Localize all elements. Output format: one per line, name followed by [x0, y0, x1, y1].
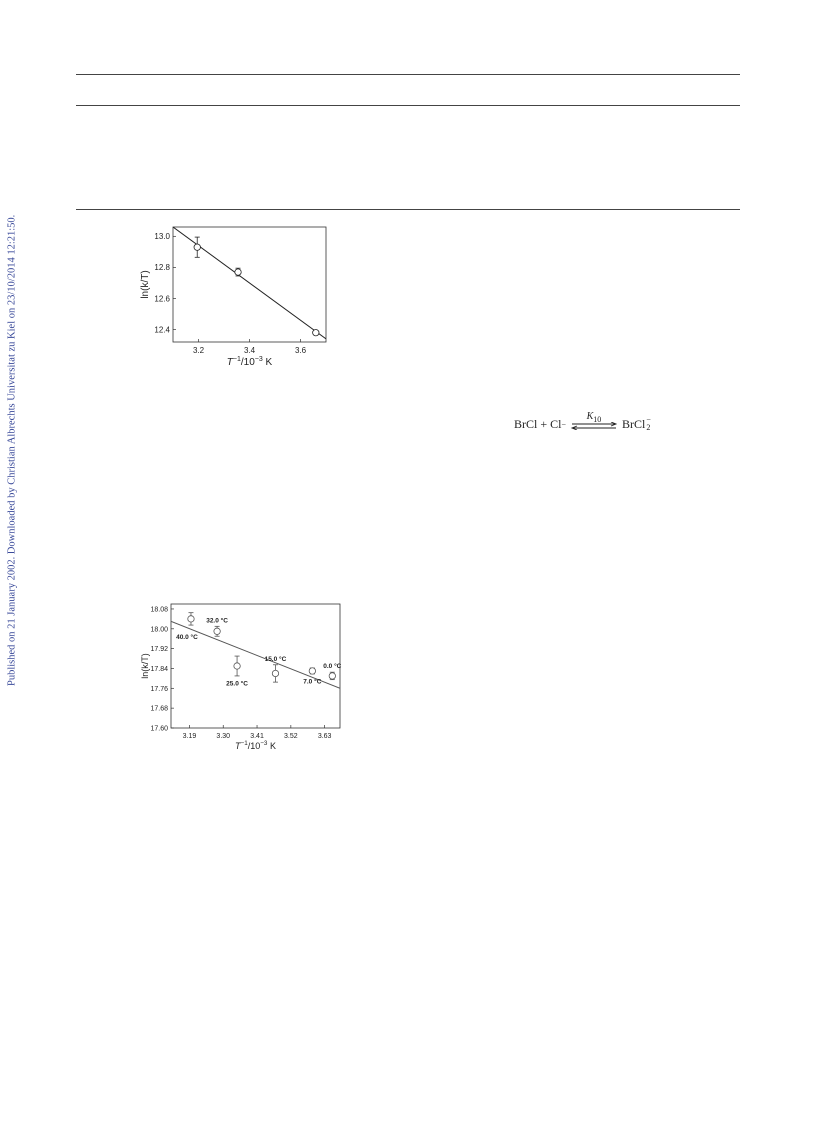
- y-tick-label: 18.00: [150, 626, 168, 634]
- x-tick-label: 3.4: [243, 346, 256, 355]
- x-axis-label-exp: −1: [240, 740, 248, 747]
- equation-rhs-charge: −: [646, 415, 651, 424]
- data-point: [235, 269, 241, 275]
- point-label: 15.0 °C: [264, 655, 287, 663]
- y-tick-label: 18.08: [150, 606, 168, 614]
- arrhenius-chart-2: [128, 598, 348, 758]
- y-tick-label: 17.84: [150, 665, 168, 673]
- y-tick-label: 17.60: [150, 725, 168, 733]
- publication-sidebar[interactable]: Published on 21 January 2002. Downloaded by Christian Albrechts Universitat zu Kiel on 23/10/2014 12:21:50.: [6, 214, 18, 686]
- equation-lhs: BrCl + Cl: [514, 416, 562, 431]
- x-tick-label: 3.19: [182, 733, 197, 740]
- x-axis-label-exp2: −3: [254, 356, 263, 363]
- header-rule-top: [76, 74, 740, 75]
- plot-frame: [171, 604, 340, 728]
- equilibrium-arrow: [570, 413, 618, 435]
- x-axis-label-unit: K: [267, 741, 276, 751]
- data-point: [234, 663, 240, 669]
- header-rule-middle: [76, 105, 740, 106]
- x-tick-label: 3.52: [284, 733, 298, 740]
- x-axis-label-exp: −1: [232, 356, 241, 363]
- x-axis-label-unit: K: [262, 357, 273, 368]
- data-point: [214, 628, 220, 634]
- x-axis-label-rest: /10: [247, 741, 261, 751]
- equation-rhs: BrCl: [621, 416, 646, 431]
- y-tick-label: 12.8: [154, 263, 170, 273]
- x-axis-label: [235, 740, 276, 751]
- equilibrium-constant-label: $K_{10}$: [586, 411, 602, 424]
- data-point: [313, 329, 319, 335]
- y-tick-label: 13.0: [154, 232, 170, 242]
- x-tick-label: 3.63: [317, 733, 332, 740]
- arrhenius-chart-1: [130, 222, 340, 372]
- y-tick-label: 17.92: [150, 646, 168, 654]
- point-label: 25.0 °C: [226, 680, 248, 688]
- y-tick-label: 12.6: [154, 294, 170, 304]
- equation-lhs-charge: −: [561, 419, 566, 429]
- data-point: [329, 673, 335, 679]
- x-tick-label: 3.30: [216, 733, 231, 740]
- x-tick-label: 3.2: [192, 346, 205, 355]
- point-label: 7.0 °C: [303, 678, 322, 686]
- x-tick-label: 3.41: [250, 733, 264, 740]
- x-axis-label-symbol: T: [235, 741, 241, 751]
- x-axis-label-exp2: −3: [260, 740, 268, 747]
- y-tick-label: 17.68: [150, 705, 168, 713]
- data-point: [272, 670, 278, 676]
- equation-rhs-subscript: 2: [646, 423, 651, 432]
- y-tick-label: 17.76: [150, 685, 168, 693]
- equilibrium-arrows-icon: [570, 422, 618, 430]
- point-label: 0.0 °C: [323, 663, 342, 671]
- data-point: [309, 668, 315, 674]
- x-axis-label-rest: /10: [240, 357, 255, 368]
- fit-line: [173, 227, 326, 339]
- point-label: 40.0 °C: [176, 633, 198, 641]
- data-point: [188, 616, 194, 622]
- x-axis-label: [227, 356, 273, 368]
- header-rule-bottom: [76, 209, 740, 210]
- y-axis-label: ln(k/T): [140, 653, 151, 679]
- x-tick-label: 3.6: [294, 346, 307, 355]
- data-point: [194, 244, 200, 250]
- equilibrium-equation: [514, 412, 651, 436]
- y-tick-label: 12.4: [154, 325, 170, 335]
- point-label: 32.0 °C: [206, 617, 228, 625]
- x-axis-label-symbol: T: [226, 357, 233, 368]
- y-axis-label: ln(k/T): [139, 270, 151, 299]
